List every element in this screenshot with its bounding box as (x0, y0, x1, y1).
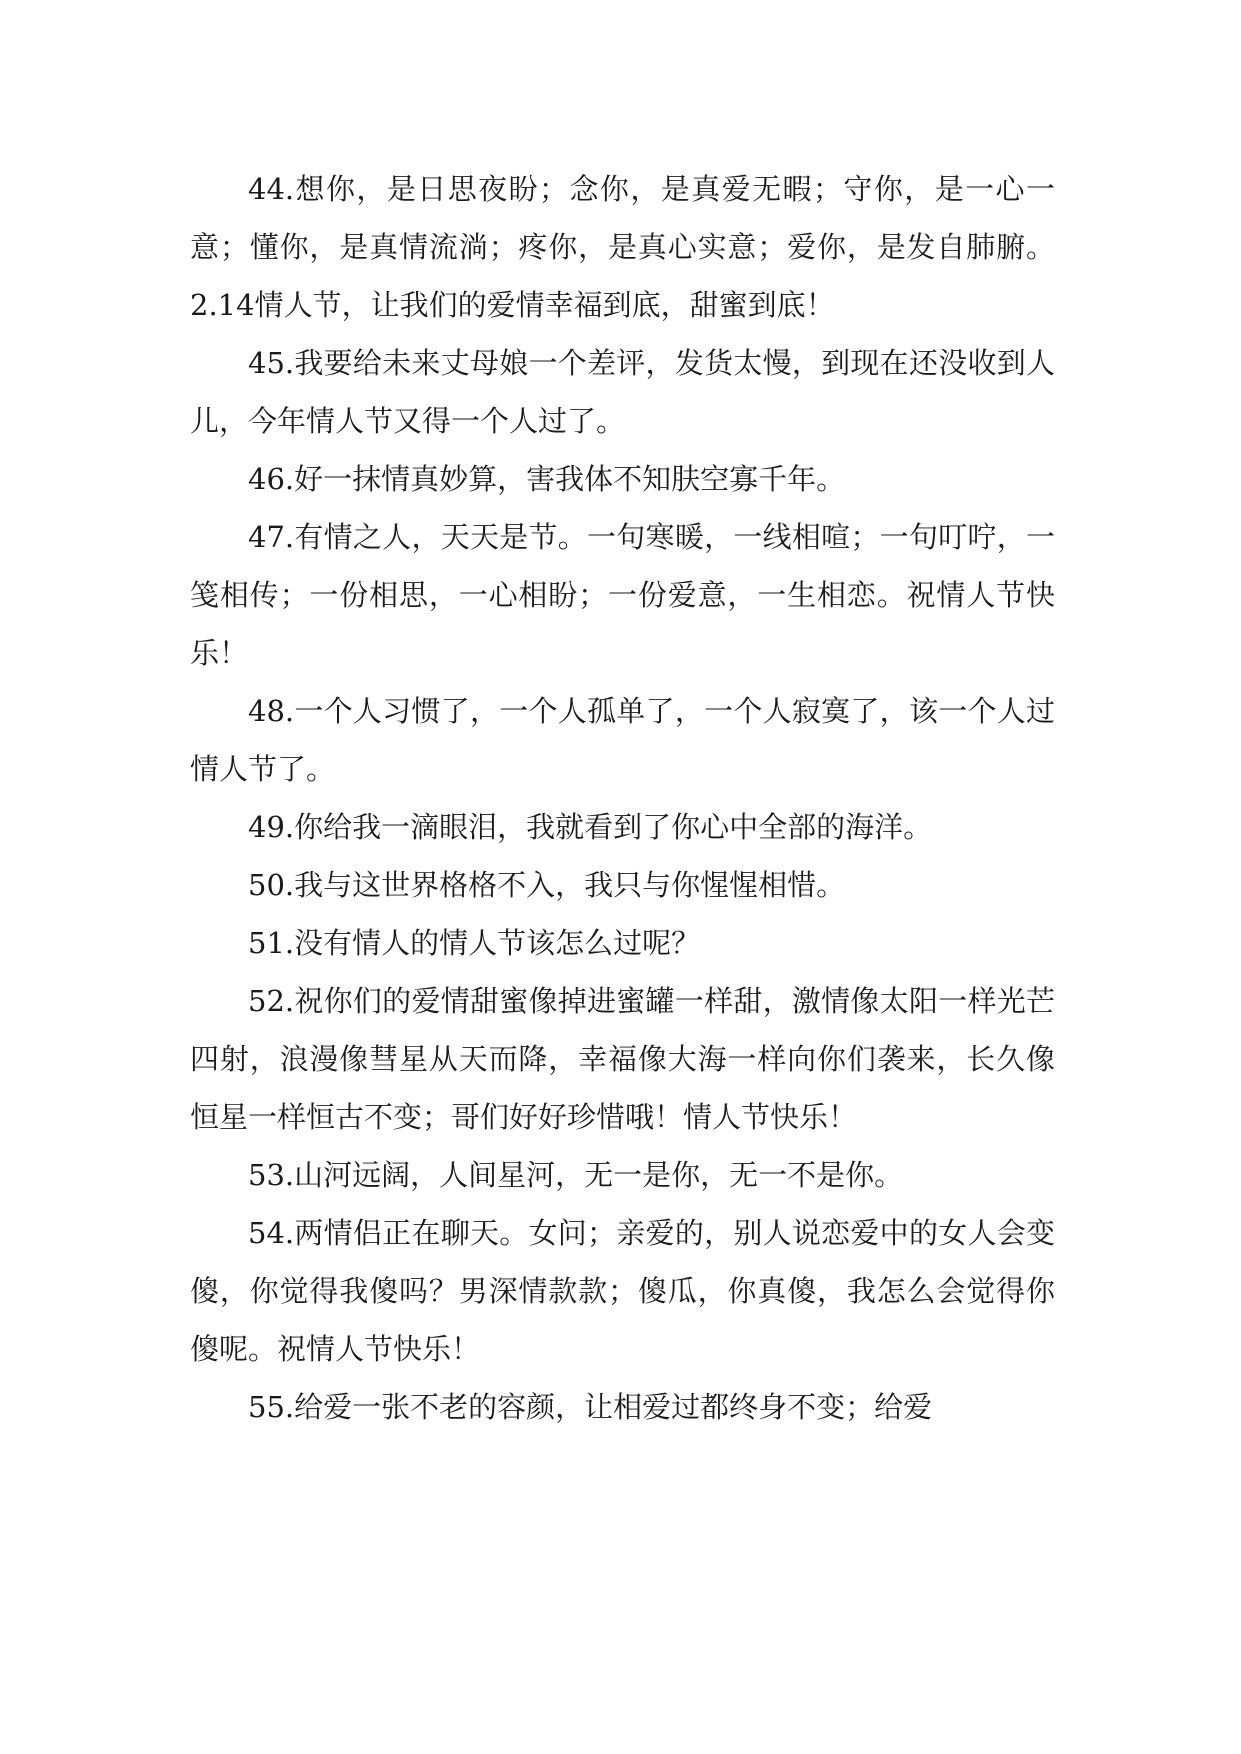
list-item: 46.好一抹情真妙算，害我体不知肤空寡千年。 (248, 462, 846, 496)
list-item: 45.我要给未来丈母娘一个差评，发货太慢，到现在还没收到人儿，今年情人节又得一个人过了。 (190, 346, 1055, 438)
list-item: 55.给爱一张不老的容颜，让相爱过都终身不变；给爱 (248, 1390, 933, 1424)
list-item: 54.两情侣正在聊天。女问；亲爱的，别人说恋爱中的女人会变傻，你觉得我傻吗？男深情款款；傻瓜，你真傻，我怎么会觉得你傻呢。祝情人节快乐！ (190, 1216, 1055, 1366)
list-item: 48.一个人习惯了，一个人孤单了，一个人寂寞了，该一个人过情人节了。 (190, 694, 1055, 786)
list-item: 44.想你，是日思夜盼；念你，是真爱无暇；守你，是一心一意；懂你，是真情流淌；疼你，是真心实意；爱你，是发自肺腑。2.14情人节，让我们的爱情幸福到底，甜蜜到底！ (190, 172, 1055, 322)
list-item: 47.有情之人，天天是节。一句寒暖，一线相喧；一句叮咛，一笺相传；一份相思，一心相盼；一份爱意，一生相恋。祝情人节快乐！ (190, 520, 1055, 670)
document-page (190, 160, 1055, 1436)
list-item: 50.我与这世界格格不入，我只与你惺惺相惜。 (248, 868, 846, 902)
list-item: 51.没有情人的情人节该怎么过呢？ (248, 926, 701, 960)
list-item: 52.祝你们的爱情甜蜜像掉进蜜罐一样甜，激情像太阳一样光芒四射，浪漫像彗星从天而降，幸福像大海一样向你们袭来，长久像恒星一样恒古不变；哥们好好珍惜哦！情人节快乐！ (190, 984, 1055, 1134)
list-item: 53.山河远阔，人间星河，无一是你，无一不是你。 (248, 1158, 904, 1192)
list-item: 49.你给我一滴眼泪，我就看到了你心中全部的海洋。 (248, 810, 933, 844)
